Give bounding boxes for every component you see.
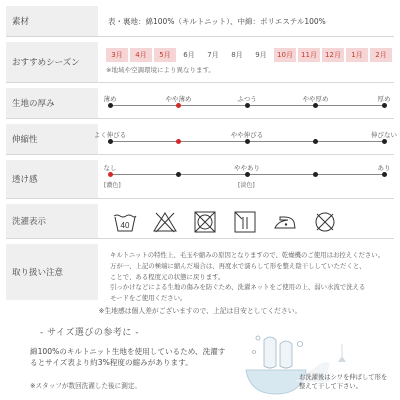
care-text [110,250,390,304]
season-row [6,42,394,83]
sheer-tag: [濃色] [104,182,121,189]
care-label: 取り扱い注意 [6,244,98,300]
sheer-scale-label: ややあり [234,164,260,172]
material-row [6,6,394,37]
care-line: 引っかけなどによる生地の傷みを防ぐため、洗濯ネットをご使用の上、弱い水流で洗える [110,283,366,292]
no-dry-clean-icon [312,210,338,234]
thickness-scale-dot [176,103,181,108]
material-label: 素材 [6,6,98,36]
stretch-scale-dot [176,139,181,144]
sheer-scale-dot [313,172,318,177]
season-month: 2月 [370,48,392,62]
stretch-label: 伸縮性 [6,124,98,154]
sheer-scale-label: なし [103,164,117,172]
sheer-scale-label: あり [377,164,391,172]
wash-40-icon [112,210,138,234]
season-month: 5月 [154,48,176,62]
thickness-scale-dot [313,103,318,108]
season-month: 9月 [255,51,267,59]
size-heading: - サイズ選びの参考に - [40,328,139,338]
thickness-scale-dot [382,103,387,108]
sheer-scale-dot [176,172,181,177]
stretch-scale-label: よく伸びる [93,131,127,139]
sheer-label: 透け感 [6,160,98,198]
sheer-row [6,160,394,199]
stretch-scale-dot [382,139,387,144]
season-month: 1月 [346,48,368,62]
thickness-row [6,88,394,119]
season-month: 8月 [231,51,243,59]
care-line: 万が一、上記の極端に縮んだ場合は、再度水で濡らして形を整え陰干ししていただくと、 [110,261,366,270]
thickness-scale-dot [245,103,250,108]
stretch-scale-dot [108,139,113,144]
sheer-scale-dot [382,172,387,177]
no-tumble-dry-icon [192,210,218,234]
season-month: 12月 [322,48,344,62]
season-month: 10月 [274,48,296,62]
thickness-scale-dot [108,103,113,108]
care-line: キルトニットの特性上、毛玉や縮みの原因となりますので、乾燥機のご使用はお控えください。 [110,251,385,259]
footnote: ※生地感は個人差がございますので、上記は目安としてください。 [98,307,302,315]
season-month: 4月 [130,48,152,62]
iron-low-icon [272,210,298,234]
season-month: 6月 [183,51,195,59]
stretch-row [6,124,397,155]
stretch-scale-dot [313,139,318,144]
care-line: モードをご使用ください。 [110,294,187,303]
season-months [106,48,394,62]
care-row [6,244,394,303]
sheer-scale-dot [245,172,250,177]
season-label: おすすめシーズン [6,42,98,82]
size-body: 綿100%のキルトニット生地を使用しているため、洗濯するとサイズ表より約3%程度の縮みがあります。 [30,347,226,367]
material-value: 表・裏地：綿100%（キルトニット）、中綿：ポリエステル100% [108,17,326,26]
stretch-scale-dot [245,139,250,144]
season-month: 7月 [207,51,219,59]
season-month: 3月 [106,48,128,62]
wash-row [6,204,394,239]
thickness-scale-label: やや厚め [302,95,329,103]
thickness-scale-label: ふつう [237,95,257,103]
size-note: ※スタッフが数回洗濯した後に測定。 [30,382,142,390]
line-dry-shade-icon [232,210,258,234]
season-month: 11月 [298,48,320,62]
stretch-scale-label: 伸びない [371,131,397,139]
bubble-text: お洗濯後はシワを伸ばして形を整えて干して下さい。 [299,374,388,390]
care-line: ことで、ある程度元の状態に戻ります。 [110,272,225,281]
thickness-scale-label: 薄め [103,95,117,103]
thickness-scale-label: やや薄め [165,95,192,103]
no-bleach-icon [152,210,178,234]
season-note: ※地域や空調環境により異なります。 [106,66,215,74]
sheer-tag: [淡色] [238,182,255,189]
wash-temp: 40 [120,221,130,230]
sheer-scale-dot [108,172,113,177]
thickness-label: 生地の厚み [6,88,98,118]
wash-label: 洗濯表示 [6,204,98,238]
thickness-scale-label: 厚め [377,95,391,103]
stretch-scale-label: やや伸びる [230,131,264,139]
wash-icons [112,210,338,234]
